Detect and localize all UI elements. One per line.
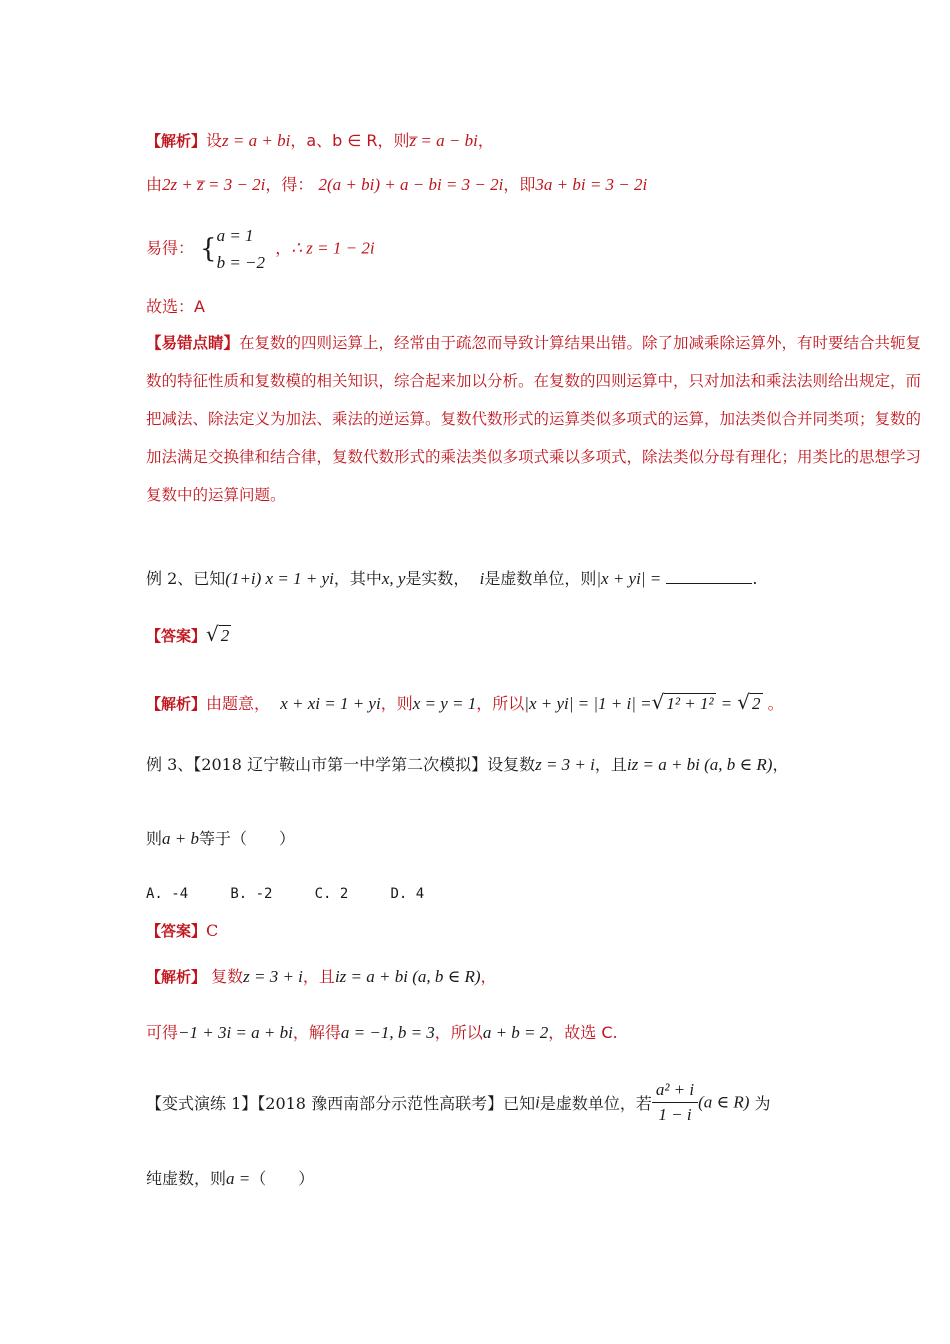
variant-exercise-1-ask: 纯虚数，则a =（ ） <box>146 1169 315 1188</box>
example-3-answer <box>146 920 218 941</box>
solution-tag: 【解析】 <box>146 695 207 713</box>
fraction-denominator: 1 − i <box>658 1105 692 1124</box>
solution-tag: 【解析】 <box>146 968 207 986</box>
equation-a: a = 1 <box>216 226 254 245</box>
example-2-answer: 【答案】√ 2 <box>146 622 230 646</box>
option-d: D. 4 <box>390 886 425 902</box>
answer-choice-line: 故选：A <box>146 297 205 316</box>
example-3-solution-2: 可得−1 + 3i = a + bi，解得a = −1, b = 3，所以a + b = 2，故选 C. <box>146 1023 618 1042</box>
answer-blank <box>666 569 752 584</box>
example-3-options <box>146 886 424 902</box>
option-b: B. -2 <box>230 886 273 902</box>
sqrt-symbol: √ <box>737 690 750 714</box>
solution-line-2: 由2z + z̅ = 3 − 2i，得： 2(a + bi) + a − bi = 3 − 2i，即3a + bi = 3 − 2i <box>146 175 648 194</box>
solution-line-1: 【解析】设z = a + bi，a、b ∈ R，则z̅ = a − bi， <box>146 131 494 150</box>
option-a: A. -4 <box>146 886 189 902</box>
solution-line-3: 易得： {a = 1 b = −2 ，∴ z = 1 − 2i <box>146 222 375 276</box>
equation-b: b = −2 <box>216 253 266 272</box>
solution-tag: 【解析】 <box>146 132 207 150</box>
equation-system: {a = 1 b = −2 <box>200 226 266 272</box>
variant-exercise-1: 【变式演练 1】【2018 豫西南部分示范性高联考】已知i是虚数单位，若 $\frac{\text{a² + i}}{1 - i}$ (a ∈ R) 为 <box>146 1080 771 1124</box>
example-3-ask: 则a + b等于（ ） <box>146 829 296 848</box>
note-tag: 【易错点睛】 <box>146 334 240 352</box>
example-3-solution-1: 【解析】 复数z = 3 + i，且iz = a + bi (a, b ∈ R)， <box>146 967 497 986</box>
sqrt-symbol: √ <box>651 690 665 714</box>
fraction-numerator: a² + i <box>652 1080 698 1103</box>
answer-value: C <box>206 921 219 940</box>
sqrt-symbol: √ <box>206 622 219 646</box>
answer-tag: 【答案】 <box>146 922 207 940</box>
example-2-question: 例 2、已知(1+i) x = 1 + yi，其中x, y是实数， i是虚数单位，则|x + yi| = . <box>146 569 758 588</box>
note-body: 在复数的四则运算上，经常由于疏忽而导致计算结果出错。除了加减乘除运算外，有时要结合共轭复数的特征性质和复数模的相关知识，综合起来加以分析。在复数的四则运算中，只对加法和乘法法则给出规定，而把减法、除法定义为加法、乘法的逆运算。复数代数形式的运算类似多项式的运算，加法类似合并同类项；复数的加法满足交换律和结合律，复数代数形式的乘法类似多项式乘以多项式，除法类似分母有理化；用类比的思想学习复数中的运算问题。 <box>146 334 922 504</box>
example-2-solution: 【解析】由题意， x + xi = 1 + yi，则x = y = 1，所以|x + yi| = |1 + i| =√ 1² + 1² = √ 2 。 <box>146 690 784 714</box>
answer-tag: 【答案】 <box>146 627 207 645</box>
example-3-question: 例 3、【2018 辽宁鞍山市第一中学第二次模拟】设复数z = 3 + i，且iz = a + bi (a, b ∈ R)， <box>146 755 789 774</box>
common-mistake-note <box>146 324 936 514</box>
option-c: C. 2 <box>314 886 349 902</box>
fraction <box>652 1080 698 1125</box>
